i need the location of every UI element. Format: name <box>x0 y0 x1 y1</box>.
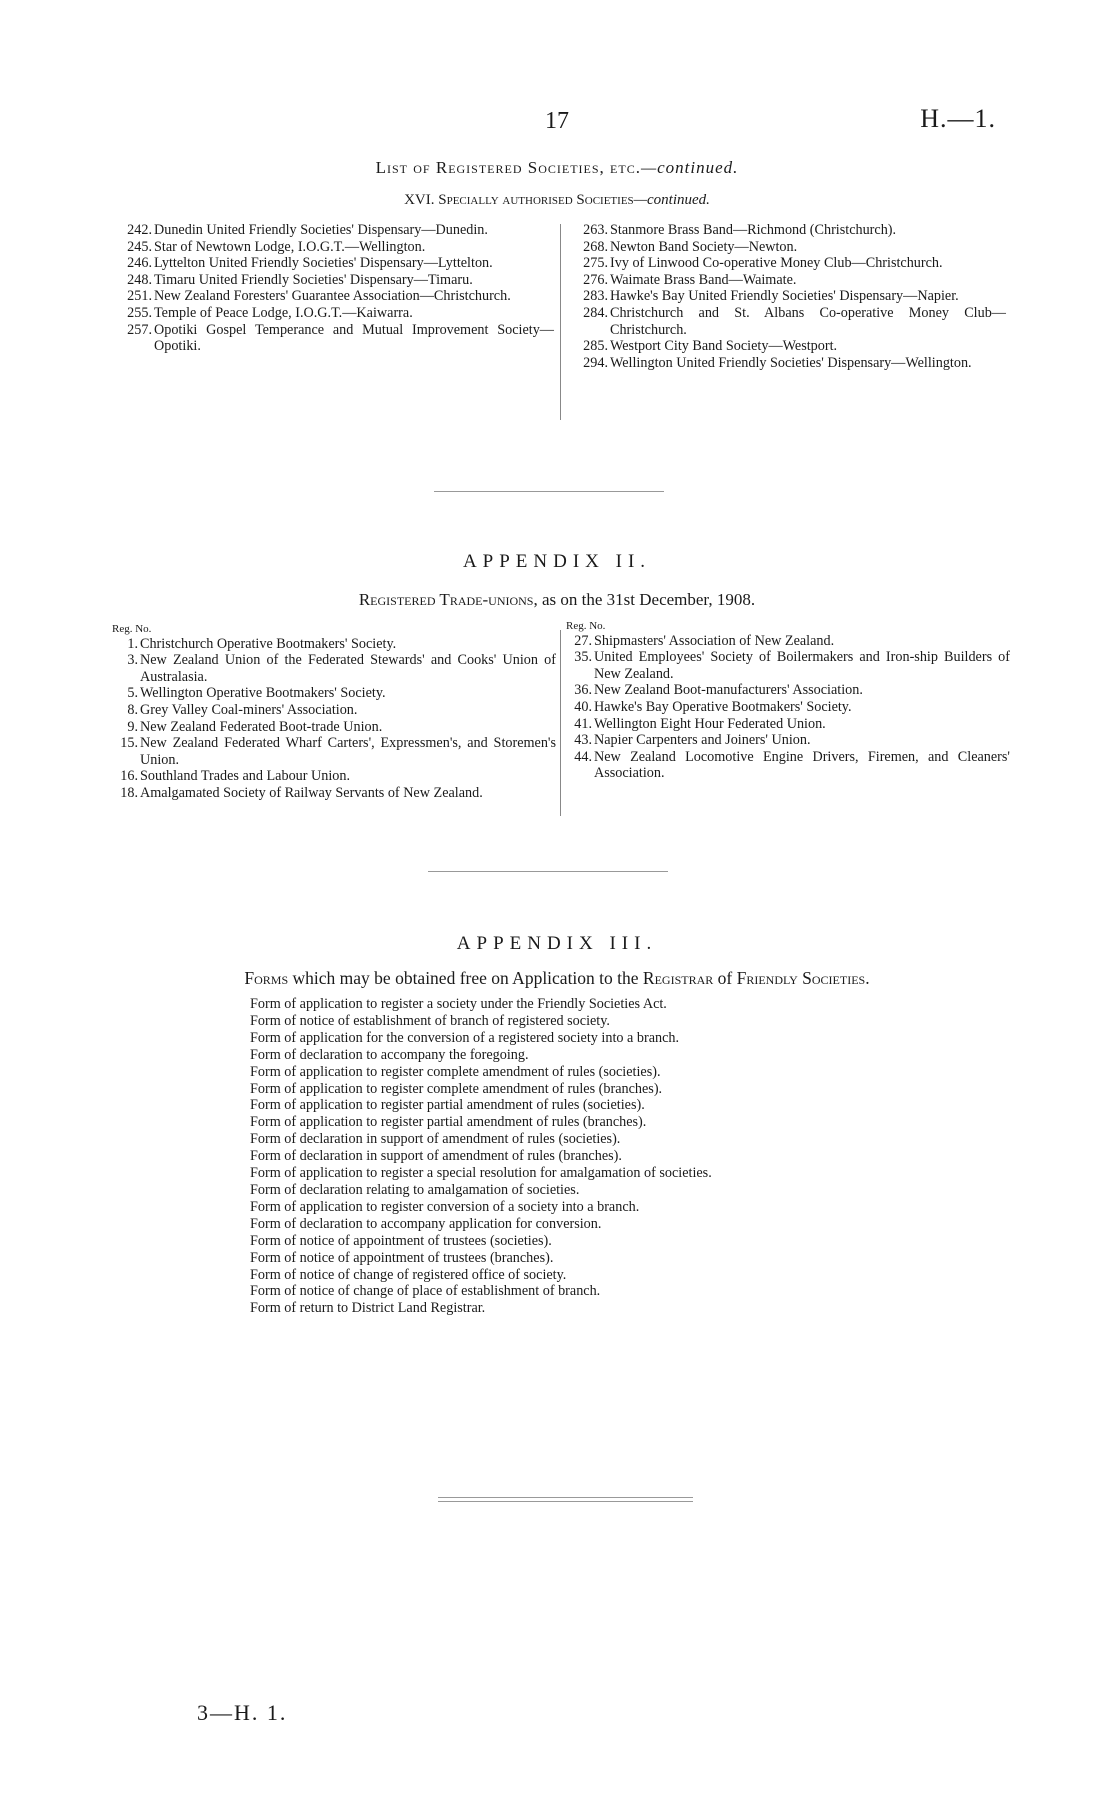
trade-union-entry-text: New Zealand Boot-manufacturers' Association. <box>594 682 863 699</box>
society-entry-text: Star of Newtown Lodge, I.O.G.T.—Wellington. <box>154 238 426 255</box>
trade-union-entry-number: 16. <box>120 768 138 785</box>
trade-union-entry <box>566 749 1010 782</box>
trade-union-entry-text: New Zealand Union of the Federated Stewards' and Cooks' Union of Australasia. <box>140 652 556 685</box>
list-title-main: List of Registered Societies, etc. <box>375 158 641 177</box>
form-item: Form of declaration to accompany the foregoing. <box>250 1046 529 1063</box>
society-entry <box>118 305 554 322</box>
trade-union-entry <box>112 652 556 685</box>
society-entry <box>574 222 1006 239</box>
trade-union-entry-text: Amalgamated Society of Railway Servants of New Zealand. <box>140 784 483 801</box>
society-entry-number: 257. <box>127 321 152 338</box>
section-numeral: XVI. <box>404 192 435 208</box>
trade-unions-right-list <box>566 633 1010 782</box>
appendix-ii-title-sc: Registered Trade-unions, <box>358 590 538 609</box>
list-title <box>0 158 1114 178</box>
separator-rule <box>434 491 664 492</box>
trade-union-entry-text: Shipmasters' Association of New Zealand. <box>594 632 835 649</box>
trade-union-entry-number: 9. <box>127 718 138 735</box>
society-entry-number: 283. <box>583 288 608 305</box>
society-entry-number: 285. <box>583 338 608 355</box>
society-entry-text: Christchurch and St. Albans Co-operative Money Club—Christchurch. <box>610 304 1006 338</box>
list-title-suffix: —continued. <box>640 158 739 177</box>
trade-union-entry-text: Grey Valley Coal-miners' Association. <box>140 701 358 718</box>
trade-union-entry <box>566 633 1010 650</box>
society-entry <box>574 338 1006 355</box>
trade-union-entry-text: Hawke's Bay Operative Bootmakers' Society. <box>594 698 852 715</box>
trade-union-entry <box>112 702 556 719</box>
title-forms: Forms <box>244 968 289 988</box>
society-entry <box>574 239 1006 256</box>
page-number: 17 <box>545 108 569 134</box>
appendix-iii-heading: APPENDIX III. <box>456 933 658 954</box>
title-which: which may be obtained free on Application to the <box>292 968 639 988</box>
trade-union-entry <box>112 768 556 785</box>
form-item: Form of notice of change of registered office of society. <box>250 1266 567 1283</box>
reg-no-label: Reg. No. <box>112 623 152 635</box>
society-entry <box>574 305 1006 338</box>
trade-union-entry-text: Wellington Eight Hour Federated Union. <box>594 715 826 732</box>
form-item: Form of application to register partial amendment of rules (branches). <box>250 1114 647 1131</box>
appendix-iii-title <box>0 968 1114 989</box>
footer-signature: 3—H. 1. <box>197 1700 288 1725</box>
society-entry-number: 255. <box>127 304 152 321</box>
society-entry-text: Timaru United Friendly Societies' Dispensary—Timaru. <box>154 271 473 288</box>
society-entry-number: 248. <box>127 271 152 288</box>
document-code: H.—1. <box>920 104 996 133</box>
trade-union-entry-text: New Zealand Federated Wharf Carters', Expressmen's, and Storemen's Union. <box>140 735 556 768</box>
separator-rule <box>438 1497 693 1498</box>
society-entry-number: 276. <box>583 271 608 288</box>
trade-union-entry-number: 8. <box>127 701 138 718</box>
column-divider <box>560 224 561 420</box>
form-item: Form of declaration relating to amalgamation of societies. <box>250 1181 580 1198</box>
societies-right-column <box>574 222 1006 371</box>
form-item: Form of notice of appointment of trustees (branches). <box>250 1249 554 1266</box>
society-entry-text: Lyttelton United Friendly Societies' Dispensary—Lyttelton. <box>154 255 493 272</box>
form-item: Form of notice of establishment of branch of registered society. <box>250 1012 610 1029</box>
trade-union-entry <box>112 685 556 702</box>
trade-union-entry-number: 44. <box>574 748 592 765</box>
title-registrar: Registrar <box>642 968 714 988</box>
trade-union-entry <box>566 716 1010 733</box>
trade-union-entry-text: Southland Trades and Labour Union. <box>140 768 351 785</box>
trade-unions-left-list <box>112 636 556 802</box>
society-entry-text: Ivy of Linwood Co-operative Money Club—Christchurch. <box>610 255 943 272</box>
appendix-ii-title-rest: as on the 31st December, 1908. <box>541 590 756 609</box>
form-item: Form of notice of change of place of establishment of branch. <box>250 1283 601 1300</box>
society-entry-text: New Zealand Foresters' Guarantee Association—Christchurch. <box>154 288 511 305</box>
trade-union-entry-text: United Employees' Society of Boilermakers and Iron-ship Builders of New Zealand. <box>594 649 1010 682</box>
form-item: Form of application to register complete amendment of rules (branches). <box>250 1080 663 1097</box>
form-item: Form of declaration in support of amendment of rules (branches). <box>250 1148 622 1165</box>
society-entry-number: 246. <box>127 255 152 272</box>
trade-union-entry-number: 40. <box>574 698 592 715</box>
form-item: Form of notice of appointment of trustees (societies). <box>250 1232 552 1249</box>
society-entry-number: 263. <box>583 222 608 238</box>
trade-union-entry-number: 5. <box>127 685 138 702</box>
society-entry-text: Stanmore Brass Band—Richmond (Christchurch). <box>610 222 897 238</box>
section-title-text: Specially authorised Societies <box>438 192 634 208</box>
trade-union-entry-number: 35. <box>574 649 592 666</box>
trade-union-entry-number: 1. <box>127 635 138 652</box>
society-entry-number: 245. <box>127 238 152 255</box>
society-entry-text: Temple of Peace Lodge, I.O.G.T.—Kaiwarra. <box>154 304 413 321</box>
form-item: Form of return to District Land Registrar. <box>250 1300 486 1317</box>
trade-union-entry-number: 36. <box>574 682 592 699</box>
separator-rule <box>428 871 668 872</box>
forms-list <box>250 996 950 1317</box>
society-entry <box>574 288 1006 305</box>
society-entry-number: 294. <box>583 354 608 371</box>
society-entry <box>574 255 1006 272</box>
form-item: Form of application to register conversion of a society into a branch. <box>250 1198 640 1215</box>
form-item: Form of application to register complete amendment of rules (societies). <box>250 1063 661 1080</box>
trade-union-entry-number: 15. <box>120 735 138 752</box>
title-friendly-societies: Friendly Societies. <box>736 968 870 988</box>
society-entry-text: Waimate Brass Band—Waimate. <box>610 271 797 288</box>
trade-union-entry <box>112 636 556 653</box>
society-entry-text: Opotiki Gospel Temperance and Mutual Improvement Society—Opotiki. <box>154 321 554 355</box>
society-entry-text: Westport City Band Society—Westport. <box>610 338 838 355</box>
form-item: Form of application to register a society under the Friendly Societies Act. <box>250 996 667 1012</box>
trade-union-entry-text: Christchurch Operative Bootmakers' Society. <box>140 635 397 652</box>
appendix-ii-title <box>0 590 1114 610</box>
form-item: Form of application for the conversion of a registered society into a branch. <box>250 1029 680 1046</box>
trade-unions-left-column <box>112 621 556 802</box>
section-xvi-title <box>0 192 1114 209</box>
trade-union-entry <box>566 682 1010 699</box>
society-entry <box>118 322 554 355</box>
column-divider <box>560 630 561 816</box>
trade-union-entry-number: 27. <box>574 632 592 649</box>
society-entry <box>118 239 554 256</box>
society-entry-number: 268. <box>583 238 608 255</box>
trade-union-entry <box>566 649 1010 682</box>
society-entry <box>118 272 554 289</box>
society-entry <box>118 255 554 272</box>
title-of: of <box>717 968 733 988</box>
form-item: Form of application to register a special resolution for amalgamation of societies. <box>250 1165 712 1182</box>
reg-no-label: Reg. No. <box>566 620 606 632</box>
society-entry-text: Dunedin United Friendly Societies' Dispensary—Dunedin. <box>154 222 488 238</box>
society-entry-text: Newton Band Society—Newton. <box>610 238 798 255</box>
separator-rule <box>438 1501 693 1502</box>
society-entry <box>118 222 554 239</box>
societies-left-column <box>118 222 554 355</box>
trade-union-entry <box>566 699 1010 716</box>
form-item: Form of declaration in support of amendment of rules (societies). <box>250 1131 621 1148</box>
society-entry-number: 242. <box>127 222 152 238</box>
society-entry-text: Wellington United Friendly Societies' Dispensary—Wellington. <box>610 354 972 371</box>
trade-union-entry <box>112 785 556 802</box>
society-entry <box>574 355 1006 372</box>
society-entry-number: 275. <box>583 255 608 272</box>
society-entry <box>574 272 1006 289</box>
trade-union-entry-text: Wellington Operative Bootmakers' Society. <box>140 685 386 702</box>
society-entry <box>118 288 554 305</box>
section-title-suffix: —continued. <box>633 192 710 208</box>
trade-union-entry-text: New Zealand Federated Boot-trade Union. <box>140 718 383 735</box>
society-entry-number: 284. <box>583 304 608 321</box>
trade-unions-right-column <box>566 618 1010 782</box>
trade-union-entry-number: 43. <box>574 732 592 749</box>
trade-union-entry-number: 3. <box>127 652 138 669</box>
form-item: Form of application to register partial amendment of rules (societies). <box>250 1097 645 1114</box>
trade-union-entry <box>112 719 556 736</box>
trade-union-entry-text: New Zealand Locomotive Engine Drivers, Firemen, and Cleaners' Association. <box>594 748 1010 782</box>
trade-union-entry-number: 18. <box>120 784 138 801</box>
trade-union-entry <box>112 735 556 768</box>
form-item: Form of declaration to accompany application for conversion. <box>250 1215 602 1232</box>
society-entry-number: 251. <box>127 288 152 305</box>
society-entry-text: Hawke's Bay United Friendly Societies' Dispensary—Napier. <box>610 288 959 305</box>
trade-union-entry <box>566 732 1010 749</box>
trade-union-entry-text: Napier Carpenters and Joiners' Union. <box>594 732 811 749</box>
trade-union-entry-number: 41. <box>574 715 592 732</box>
appendix-ii-heading: APPENDIX II. <box>462 551 652 572</box>
